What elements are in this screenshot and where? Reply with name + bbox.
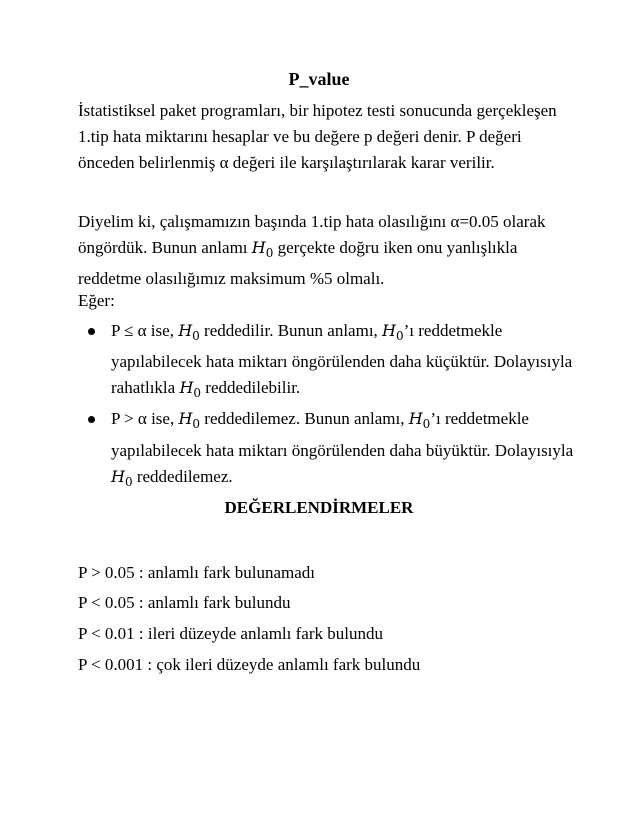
- example-paragraph: [78, 209, 568, 292]
- decision-rules-list: [78, 318, 578, 495]
- example-text-part2: gerçekte doğru iken onu yanlışlıkla reddetme olasılığımız maksimum %5 olmalı.: [78, 238, 518, 289]
- list-item: P ≤ α ise, $H_0$ reddedilir. Bunun anlamı, $H_0’ı$ reddetmekle yapılabilecek hata miktarı öngörülenden daha küçüktür. Dolayısıyla rahatlıkla $H_0$ reddedilebilir.: [78, 318, 578, 406]
- evaluation-line: P < 0.01 : ileri düzeyde anlamlı fark bulundu: [78, 624, 383, 643]
- section-title: DEĞERLENDİRMELER: [224, 498, 414, 517]
- h0-symbol: $H_0$: [251, 238, 274, 261]
- bullet-icon: [88, 416, 95, 423]
- h0-symbol: $H_0$: [179, 378, 202, 401]
- h0-symbol: $H_0$: [382, 321, 404, 344]
- condition-heading: Eğer:: [78, 291, 115, 310]
- intro-paragraph: İstatistiksel paket programları, bir hipotez testi sonucunda gerçekleşen 1.tip hata miktarını hesaplar ve bu değere p değeri denir. P değeri önceden belirlenmiş α değeri ile karşılaştırılarak karar verilir.: [78, 101, 557, 172]
- page-title: P_value: [288, 69, 350, 89]
- h0-symbol: $H_0$: [178, 321, 200, 344]
- evaluation-line: P > 0.05 : anlamlı fark bulunamadı: [78, 563, 315, 582]
- example-text-part1: Diyelim ki, çalışmamızın başında 1.tip hata olasılığını α=0.05 olarak öngördük. Bunun anlamı: [78, 212, 546, 257]
- evaluation-line: P < 0.001 : çok ileri düzeyde anlamlı fark bulundu: [78, 655, 421, 674]
- h0-symbol: $H_0$: [111, 466, 133, 489]
- evaluation-line: P < 0.05 : anlamlı fark bulundu: [78, 593, 291, 612]
- list-item: P > α ise, $H_0$ reddedilemez. Bunun anlamı, $H_0’ı$ reddetmekle yapılabilecek hata miktarı öngörülenden daha büyüktür. Dolayısıyla $H_0$ reddedilemez.: [78, 406, 578, 494]
- bullet-icon: [88, 328, 95, 335]
- h0-symbol: $H_0$: [178, 409, 201, 432]
- h0-symbol: $H_0$: [408, 409, 431, 432]
